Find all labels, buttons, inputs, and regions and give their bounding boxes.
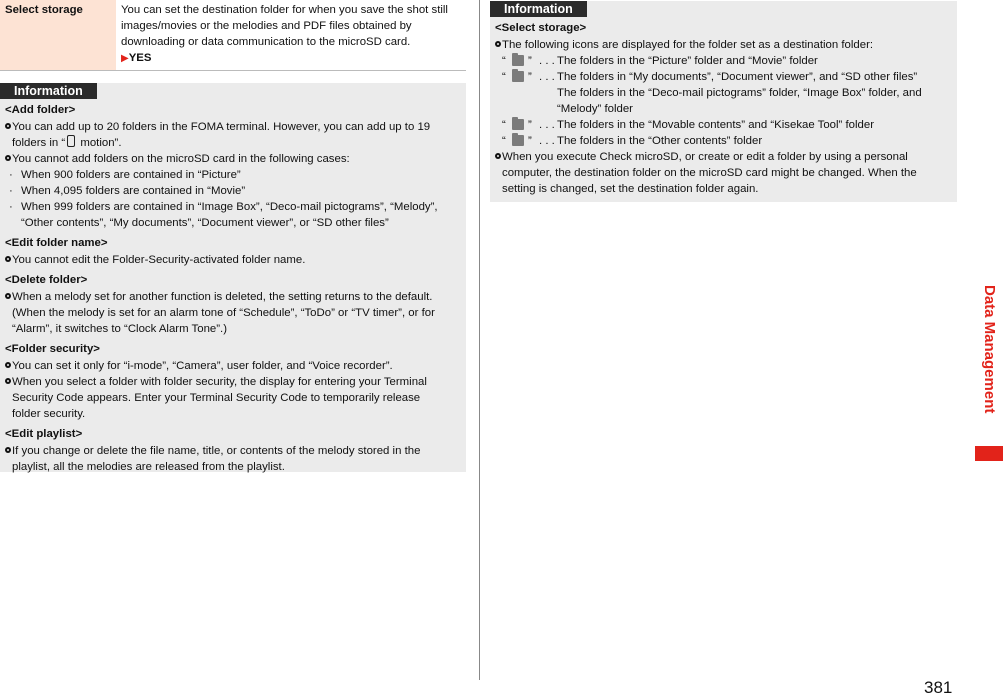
- row-description: You can set the destination folder for when you save the shot still images/movies or the melodies and PDF files obtained by downloading or data communication to the microSD card. ▶YES: [121, 4, 448, 64]
- motion-icon: [67, 135, 75, 147]
- section-side-tab: [975, 446, 1003, 461]
- folder-icon-row: “ ” . . . The folders in the “Other contents” folder: [502, 135, 763, 147]
- bullet-icon: [5, 362, 11, 368]
- bullet-icon: [495, 41, 501, 47]
- information-box-left: [0, 83, 466, 472]
- bullet-item: You can set it only for “i-mode”, “Camera”, user folder, and “Voice recorder”.: [5, 358, 461, 374]
- row-label: Select storage: [0, 0, 116, 70]
- delete-folder-heading: <Delete folder>: [5, 274, 88, 286]
- bullet-icon: [5, 447, 11, 453]
- information-body: <Select storage> The following icons are displayed for the folder set as a destination folder: “ ” . . . The folders in the “Picture” folder and “Movie” folder “ ” . . . The folders in “My documents”, “Document viewer”, and “SD other files” The folders in the “Deco-mail pictograms” folder, “Image Box” folder, and “Melody” folder “ ” . . . The folders in the “Movable contents” and “Kisekae Tool” folder “ ” . . . The folders in the “Other contents” folder When you execute Check microSD, or create or edit a folder by using a personal computer, the destination folder on the microSD card might be changed. When the setting is changed, set the destination folder again.: [495, 19, 953, 197]
- sub-item: · When 999 folders are contained in “Image Box”, “Deco-mail pictograms”, “Melody”, “Other contents”, “My documents”, “Document viewer”, or “SD other files”: [9, 201, 438, 229]
- bullet-icon: [5, 155, 11, 161]
- bullet-icon: [495, 153, 501, 159]
- folder-security-heading: <Folder security>: [5, 343, 100, 355]
- information-tab: Information: [0, 83, 97, 99]
- edit-playlist-heading: <Edit playlist>: [5, 428, 83, 440]
- folder-icon: [512, 55, 524, 66]
- bullet-icon: [5, 378, 11, 384]
- information-body: [5, 101, 461, 475]
- page-number: 381: [924, 678, 953, 697]
- bullet-item: When you select a folder with folder security, the display for entering your Terminal Security Code appears. Enter your Terminal Security Code to temporarily release folder security.: [5, 374, 461, 422]
- edit-folder-name-heading: <Edit folder name>: [5, 237, 108, 249]
- folder-icon-row: “ ” . . . The folders in the “Movable contents” and “Kisekae Tool” folder: [502, 119, 874, 131]
- bullet-item: When you execute Check microSD, or create or edit a folder by using a personal computer, the destination folder on the microSD card might be changed. When the setting is changed, set the destination folder again.: [495, 149, 953, 197]
- add-folder-heading: <Add folder>: [5, 104, 76, 116]
- bullet-item: The following icons are displayed for the folder set as a destination folder:: [495, 37, 953, 53]
- bullet-icon: [5, 256, 11, 262]
- folder-icon-row: “ ” . . . The folders in “My documents”, “Document viewer”, and “SD other files”: [502, 71, 918, 83]
- folder-icon: [512, 71, 524, 82]
- select-storage-row: [0, 0, 466, 71]
- bullet-item: You cannot edit the Folder-Security-activated folder name.: [5, 252, 461, 268]
- bullet-item: If you change or delete the file name, title, or contents of the melody stored in the playlist, all the melodies are released from the playlist.: [5, 443, 461, 475]
- column-divider: [479, 0, 480, 680]
- information-tab: Information: [490, 1, 587, 17]
- information-box-right: [490, 1, 957, 202]
- bullet-icon: [5, 123, 11, 129]
- arrow-right-icon: ▶: [121, 53, 129, 64]
- folder-icon-row: “ ” . . . The folders in the “Picture” folder and “Movie” folder: [502, 55, 818, 67]
- folder-icon: [512, 119, 524, 130]
- bullet-item: You cannot add folders on the microSD card in the following cases:: [5, 151, 461, 167]
- bullet-icon: [5, 293, 11, 299]
- select-storage-heading: <Select storage>: [495, 22, 587, 34]
- bullet-item: You can add up to 20 folders in the FOMA terminal. However, you can add up to 19 folders in “ motion”.: [5, 119, 461, 151]
- folder-icon: [512, 135, 524, 146]
- bullet-item: When a melody set for another function is deleted, the setting returns to the default. (When the melody is set for an alarm tone of “Schedule”, “ToDo” or “TV timer”, or for “Alarm”, it switches to “Clock Alarm Tone”.): [5, 289, 461, 337]
- sub-item: · When 4,095 folders are contained in “Movie”: [9, 185, 246, 197]
- sub-item: · When 900 folders are contained in “Picture”: [9, 169, 241, 181]
- yes-option: YES: [128, 52, 152, 64]
- section-side-title: Data Management: [981, 285, 998, 414]
